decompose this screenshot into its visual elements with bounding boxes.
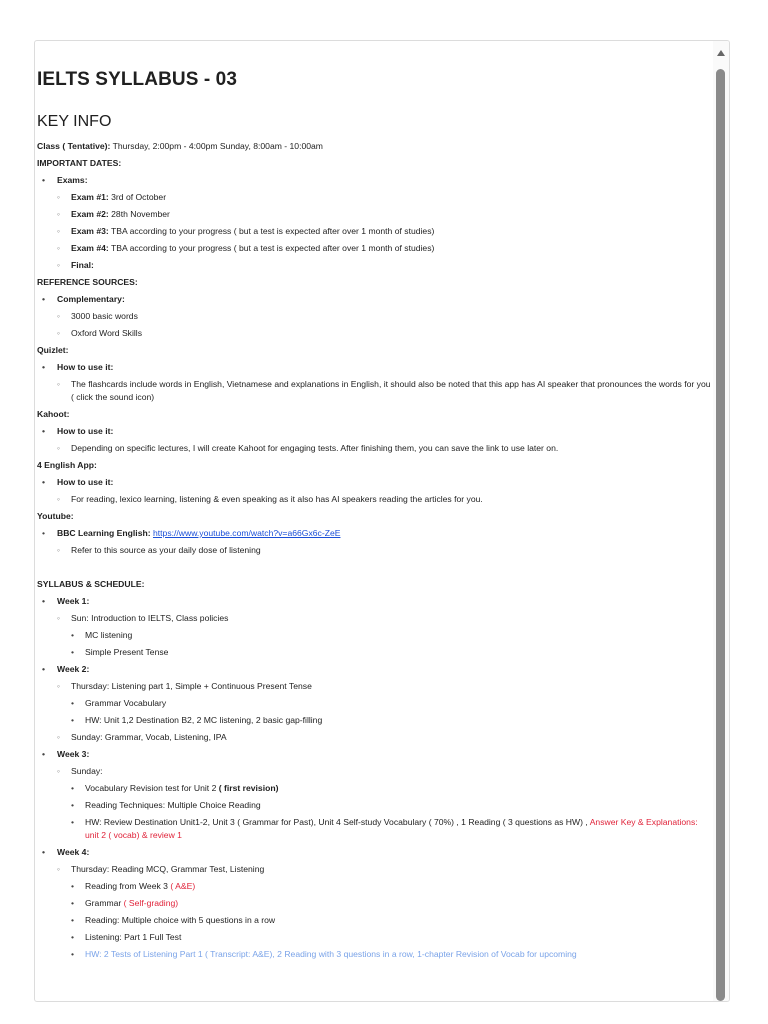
answer-key-note: Answer Key & Explanations: unit 2 ( vocab) & review 1	[85, 817, 698, 840]
kahoot-list	[37, 423, 713, 457]
how-to-use-label: • How to use it:	[37, 359, 713, 376]
key-info-heading: KEY INFO	[37, 113, 112, 130]
class-schedule	[37, 138, 713, 155]
document-content	[35, 41, 713, 1001]
how-to-use-label: • How to use it:	[37, 423, 713, 440]
item-text: Grammar	[85, 898, 124, 908]
important-dates-heading: IMPORTANT DATES:	[37, 158, 122, 168]
item-red: ( Self-grading)	[123, 898, 179, 908]
item-bold: ( first revision)	[218, 783, 279, 793]
week-2-label: • Week 2:	[37, 661, 713, 678]
exam-item-1	[37, 189, 713, 206]
week-4-item-2	[37, 895, 713, 912]
week-1-label: • Week 1:	[37, 593, 713, 610]
exam-label: Exam #2:	[71, 209, 109, 219]
youtube-list	[37, 525, 713, 559]
week-4-label: • Week 4:	[37, 844, 713, 861]
exam-label: Exam #3:	[71, 226, 109, 236]
scrollbar-thumb[interactable]	[716, 69, 725, 1001]
page-title: IELTS SYLLABUS - 03	[37, 69, 238, 90]
reference-list	[37, 291, 713, 342]
exam-label: Final:	[71, 260, 94, 270]
item-red: ( A&E)	[170, 881, 196, 891]
item-text: Vocabulary Revision test for Unit 2	[85, 783, 219, 793]
week-2-day2: ◦ Sunday: Grammar, Vocab, Listening, IPA	[37, 729, 713, 746]
week-3-day: ◦ Sunday:	[37, 763, 713, 780]
week-2-day: ◦ Thursday: Listening part 1, Simple + Continuous Present Tense	[37, 678, 713, 695]
exam-value: TBA according to your progress ( but a test is expected after over 1 month of studies)	[108, 226, 435, 236]
chevron-up-icon[interactable]	[717, 50, 725, 56]
exam-label: Exam #1:	[71, 192, 109, 202]
exam-item-3	[37, 223, 713, 240]
how-to-use-label: • How to use it:	[37, 474, 713, 491]
week-4-day: ◦ Thursday: Reading MCQ, Grammar Test, Listening	[37, 861, 713, 878]
syllabus-heading: SYLLABUS & SCHEDULE:	[37, 579, 145, 589]
exam-value: TBA according to your progress ( but a test is expected after over 1 month of studies)	[108, 243, 435, 253]
week-4-item-4: • Listening: Part 1 Full Test	[37, 929, 713, 946]
week-3-item-3	[37, 814, 713, 844]
kahoot-description: ◦ Depending on specific lectures, I will create Kahoot for engaging tests. After finishing them, you can save the link to use later on.	[37, 440, 713, 457]
item-text: HW: Review Destination Unit1-2, Unit 3 ( Grammar for Past), Unit 4 Self-study Vocabulary ( 70%) , 1 Reading ( 3 questions as HW) ,	[85, 817, 590, 827]
quizlet-list	[37, 359, 713, 406]
bbc-item	[37, 525, 713, 542]
exam-value: 3rd of October	[108, 192, 167, 202]
youtube-heading: Youtube:	[37, 511, 74, 521]
class-value: Thursday, 2:00pm - 4:00pm Sunday, 8:00am - 10:00am	[110, 141, 323, 151]
complementary-item: ◦ 3000 basic words	[37, 308, 713, 325]
complementary-item: ◦ Oxford Word Skills	[37, 325, 713, 342]
bbc-link[interactable]: https://www.youtube.com/watch?v=a66Gx6c-ZeE	[152, 528, 341, 538]
english-app-heading: 4 English App:	[37, 460, 97, 470]
app-description: ◦ For reading, lexico learning, listening & even speaking as it also has AI speakers reading the articles for you.	[37, 491, 713, 508]
exam-value: 28th November	[108, 209, 170, 219]
complementary-label: • Complementary:	[37, 291, 713, 308]
exams-label: • Exams:	[37, 172, 713, 189]
reference-sources-heading: REFERENCE SOURCES:	[37, 277, 138, 287]
kahoot-heading: Kahoot:	[37, 409, 70, 419]
week-2-item: • HW: Unit 1,2 Destination B2, 2 MC listening, 2 basic gap-filling	[37, 712, 713, 729]
week-3-item-1	[37, 780, 713, 797]
week-3-item-2: • Reading Techniques: Multiple Choice Reading	[37, 797, 713, 814]
item-text: Reading from Week 3	[85, 881, 171, 891]
quizlet-description: ◦ The flashcards include words in English, Vietnamese and explanations in English, it should also be noted that this app has AI speaker that pronounces the words for you ( click the sound icon)	[37, 376, 713, 406]
week-3-label: • Week 3:	[37, 746, 713, 763]
exam-item-4	[37, 240, 713, 257]
quizlet-heading: Quizlet:	[37, 345, 69, 355]
spacer	[37, 559, 713, 576]
class-label: Class ( Tentative):	[37, 141, 111, 151]
app-list	[37, 474, 713, 508]
bbc-note: ◦ Refer to this source as your daily dose of listening	[37, 542, 713, 559]
week-4-item-1	[37, 878, 713, 895]
week-1-item: • MC listening	[37, 627, 713, 644]
syllabus-list	[37, 593, 713, 963]
document-viewer	[34, 40, 730, 1002]
week-4-item-3: • Reading: Multiple choice with 5 questions in a row	[37, 912, 713, 929]
week-1-day: ◦ Sun: Introduction to IELTS, Class policies	[37, 610, 713, 627]
exam-label: Exam #4:	[71, 243, 109, 253]
exam-item-2	[37, 206, 713, 223]
bbc-label: BBC Learning English:	[57, 528, 151, 538]
week-2-item: • Grammar Vocabulary	[37, 695, 713, 712]
scrollbar[interactable]	[713, 41, 729, 1001]
exams-list	[37, 172, 713, 274]
exam-item-final	[37, 257, 713, 274]
week-4-item-5: • HW: 2 Tests of Listening Part 1 ( Transcript: A&E), 2 Reading with 3 questions in a row, 1-chapter Revision of Vocab for upcoming	[37, 946, 713, 963]
week-1-item: • Simple Present Tense	[37, 644, 713, 661]
